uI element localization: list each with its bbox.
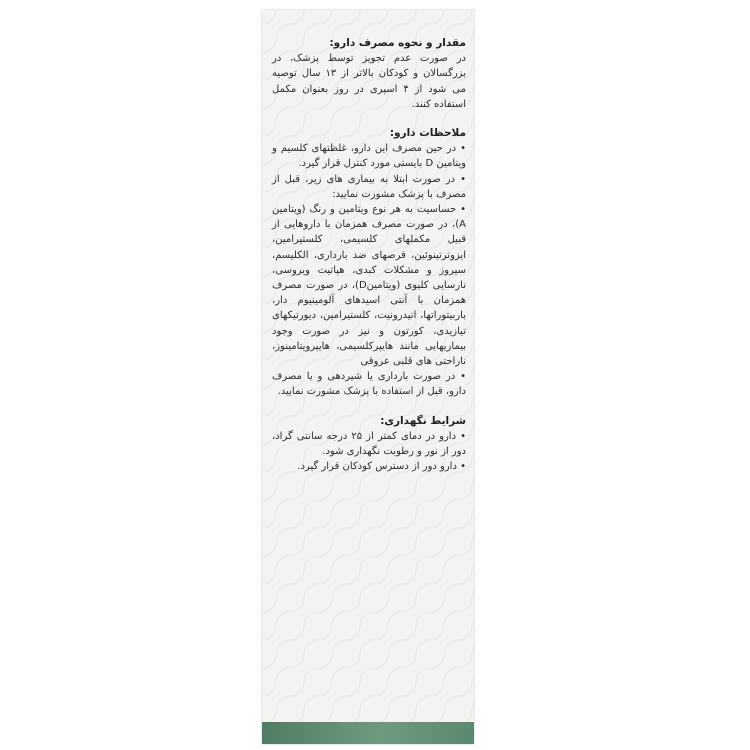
dosage-text: در صورت عدم تجویز توسط پزشک، در بزرگسالان و کودکان بالاتر از ۱۳ سال توصیه می شود از ۴ اسپری در روز بعنوان مکمل استفاده کنند. [272, 53, 466, 110]
dosage-heading: مقدار و نحوه مصرف دارو: [329, 37, 466, 49]
storage-heading: شرایط نگهداری: [380, 414, 466, 427]
notes-item: • در صورت بارداری یا شیردهی و یا مصرف دارو، قبل از استفاده با پزشک مشورت نمایید. [272, 371, 466, 398]
storage-item: • دارو دور از دسترس کودکان قرار گیرد. [297, 461, 466, 473]
notes-item: • در صورت ابتلا به بیماری های زیر، قبل از مصرف با پزشک مشورت نمایید: [272, 173, 466, 200]
notes-heading: ملاحظات دارو: [389, 127, 466, 140]
notes-item: • در حین مصرف این دارو، غلظتهای کلسیم و ویتامین D بایستی مورد کنترل قرار گیرد. [272, 143, 466, 170]
storage-item: • دارو در دمای کمتر از ۲۵ درجه سانتی گراد، دور از نور و رطوبت نگهداری شود. [272, 430, 466, 458]
notes-item: • حساسیت به هر نوع ویتامین و رنگ (ویتامین A)، در صورت مصرف همزمان با داروهایی از قبیل مکملهای کلسیمی، کلستیرامین، ایزوترتینوئین، قرصهای ضد بارداری، الکلیسم، سیروز و مشکلات کبدی، هپاتیت ویروسی، نارسایی کلیوی (ویتامینD)، در صورت مصرف همزمان با آنتی اسیدهای آلومینیوم دار، باربیتوراتها، اتیدرونیت، کلستیرامین، دیورتیکهای تیازیدی، کورتون و نیز در صورت وجود بیماریهایی مانند هایپرکلسیمی، هایپرویتامینوز، ناراحتی های قلبی عروقی [272, 204, 466, 368]
package-panel [262, 10, 474, 744]
green-band [262, 722, 474, 744]
leaflet-text [272, 36, 466, 474]
